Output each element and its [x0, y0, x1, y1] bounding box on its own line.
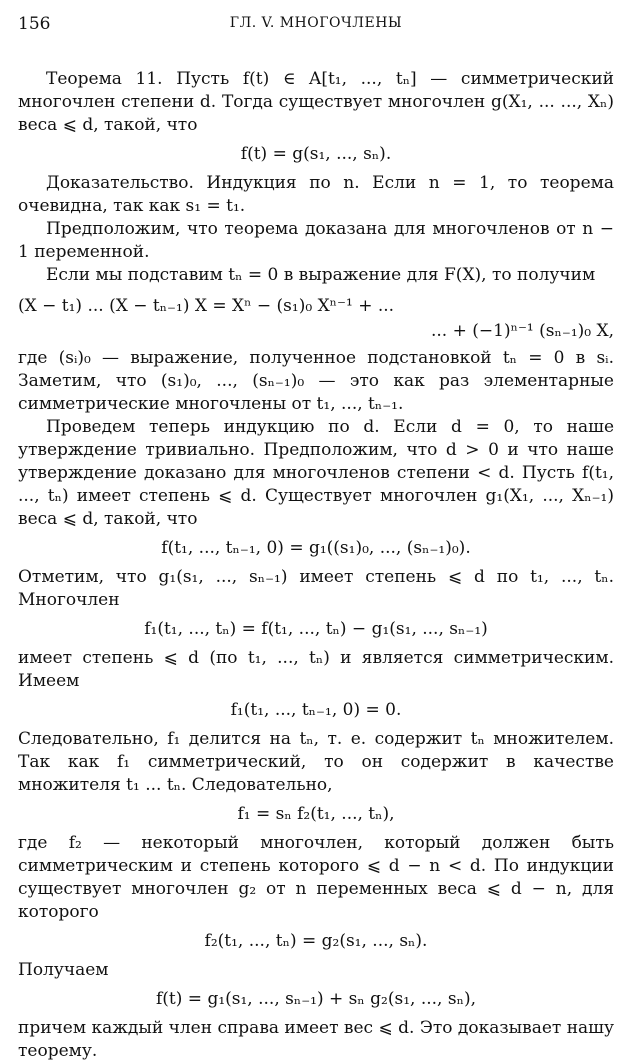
running-head: ГЛ. V. МНОГОЧЛЕНЫ [229, 15, 403, 31]
proof-start: Доказательство. Индукция по n. Если n = 1, то теорема очевидна, так как s₁ = t₁. [18, 173, 614, 216]
page-body [18, 68, 614, 1063]
equation-1: f(t) = g(s₁, ..., sₙ). [240, 144, 392, 164]
paragraph-6: Отметим, что g₁(s₁, ..., sₙ₋₁) имеет степень ⩽ d по t₁, ..., tₙ. Многочлен [18, 567, 614, 610]
page-header [18, 14, 614, 46]
equation-6: f₁ = sₙ f₂(t₁, ..., tₙ), [237, 804, 395, 824]
equation-2b: ... + (−1)ⁿ⁻¹ (sₙ₋₁)₀ X, [431, 321, 614, 341]
paragraph-5: Проведем теперь индукцию по d. Если d = 0, то наше утверждение тривиально. Предположим, что d > 0 и что наше утверждение доказано для многочленов степени < d. Пусть f(t₁, ..., tₙ) имеет степень ⩽ d. Существует многочлен g₁(X₁, ..., Xₙ₋₁) веса ⩽ d, такой, что [18, 417, 614, 529]
paragraph-8: Следовательно, f₁ делится на tₙ, т. е. содержит tₙ множителем. Так как f₁ симметрический, то он содержит в качестве множителя t₁ ... tₙ. Следовательно, [18, 729, 614, 795]
paragraph-4: где (sᵢ)₀ — выражение, полученное подстановкой tₙ = 0 в sᵢ. Заметим, что (s₁)₀, ..., (sₙ₋₁)₀ — это как раз элементарные симметрические многочлены от t₁, ..., tₙ₋₁. [18, 348, 614, 414]
equation-2a: (X − t₁) ... (X − tₙ₋₁) X = Xⁿ − (s₁)₀ Xⁿ⁻¹ + ... [18, 296, 395, 316]
paragraph-9: где f₂ — некоторый многочлен, который должен быть симметрическим и степень которого ⩽ d − n < d. По индукции существует многочлен g₂ от n переменных веса ⩽ d − n, для которого [18, 833, 614, 922]
paragraph-7: имеет степень ⩽ d (по t₁, ..., tₙ) и является симметрическим. Имеем [18, 648, 614, 691]
paragraph-2: Предположим, что теорема доказана для многочленов от n − 1 переменной. [18, 219, 614, 262]
paragraph-3: Если мы подставим tₙ = 0 в выражение для F(X), то получим [46, 265, 596, 285]
equation-4: f₁(t₁, ..., tₙ) = f(t₁, ..., tₙ) − g₁(s₁, ..., sₙ₋₁) [144, 619, 488, 639]
equation-3: f(t₁, ..., tₙ₋₁, 0) = g₁((s₁)₀, ..., (sₙ₋₁)₀). [161, 538, 471, 558]
page-number: 156 [18, 14, 51, 34]
equation-5: f₁(t₁, ..., tₙ₋₁, 0) = 0. [230, 700, 402, 720]
paragraph-10: Получаем [18, 960, 109, 980]
paragraph-11: причем каждый член справа имеет вес ⩽ d. Это доказывает нашу теорему. [18, 1018, 614, 1061]
equation-7: f₂(t₁, ..., tₙ) = g₂(s₁, ..., sₙ). [204, 931, 428, 951]
equation-8: f(t) = g₁(s₁, ..., sₙ₋₁) + sₙ g₂(s₁, ..., sₙ), [156, 989, 476, 1009]
theorem-statement: Теорема 11. Пусть f(t) ∈ A[t₁, ..., tₙ] — симметрический многочлен степени d. Тогда существует многочлен g(X₁, ... ..., Xₙ) веса ⩽ d, такой, что [18, 69, 614, 135]
